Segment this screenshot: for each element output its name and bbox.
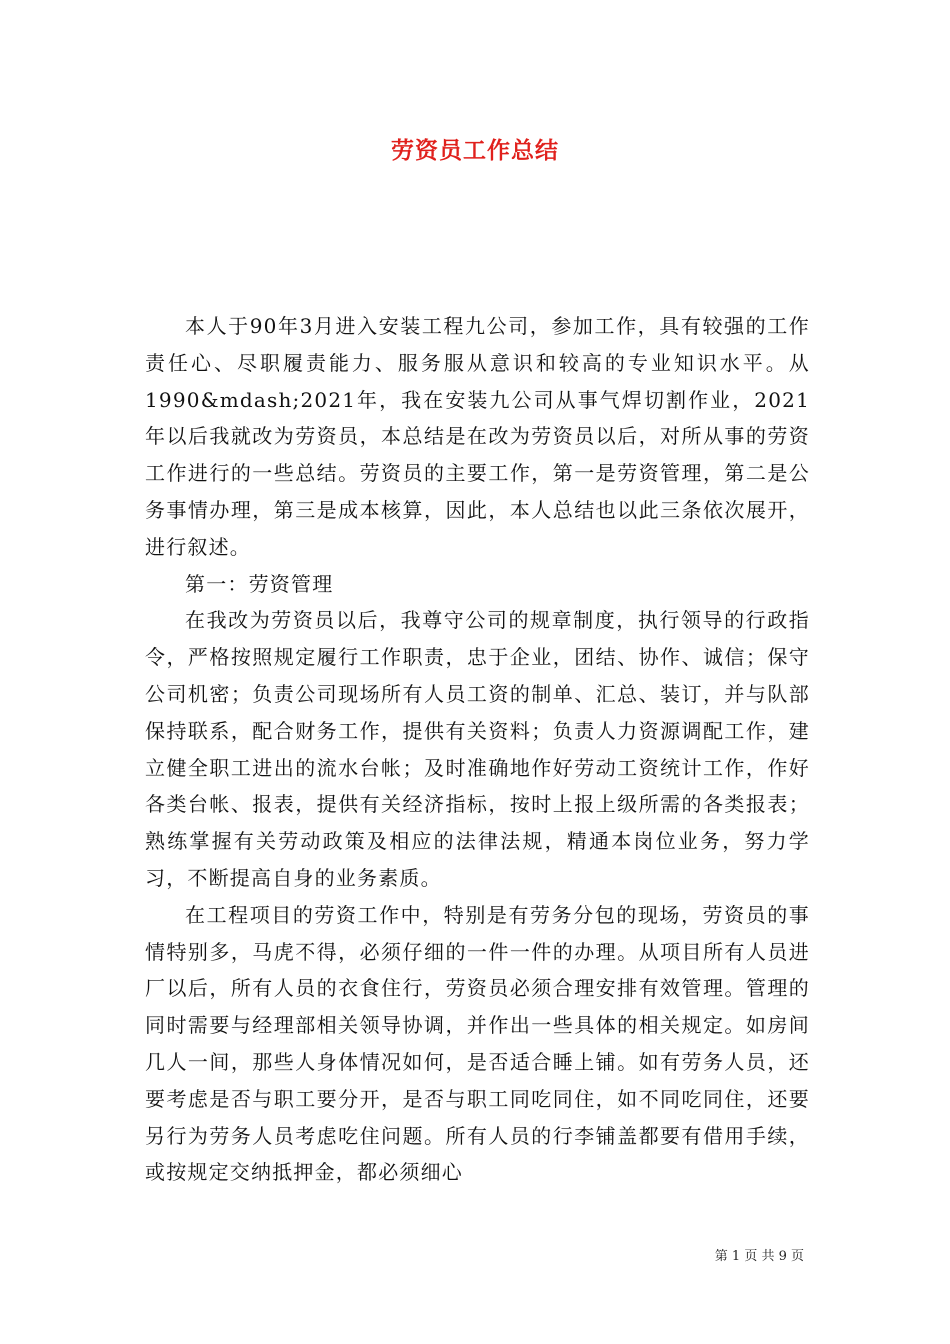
document-title: 劳资员工作总结 (391, 138, 559, 164)
paragraph-intro: 本人于90年3月进入安装工程九公司，参加工作，具有较强的工作责任心、尽职履责能力、服务服从意识和较高的专业知识水平。从1990&mdash;2021年，我在安装九公司从事气焊切割作业，2021年以后我就改为劳资员，本总结是在改为劳资员以后，对所从事的劳资工作进行的一些总结。劳资员的主要工作，第一是劳资管理，第二是公务事情办理，第三是成本核算，因此，本人总结也以此三条依次展开，进行叙述。 (145, 314, 810, 559)
section-heading: 第一：劳资管理 (185, 571, 334, 596)
page-number: 第 1 页 共 9 页 (714, 1249, 804, 1264)
paragraph-duties: 在我改为劳资员以后，我尊守公司的规章制度，执行领导的行政指令，严格按照规定履行工作职责，忠于企业，团结、协作、诚信；保守公司机密；负责公司现场所有人员工资的制单、汇总、装订，并与队部保持联系，配合财务工作，提供有关资料；负责人力资源调配工作，建立健全职工进出的流水台帐；及时准确地作好劳动工资统计工作，作好各类台帐、报表，提供有关经济指标，按时上报上级所需的各类报表；熟练掌握有关劳动政策及相应的法律法规，精通本岗位业务，努力学习，不断提高自身的业务素质。 (145, 608, 810, 890)
document-body (145, 308, 810, 1191)
paragraph-project-work: 在工程项目的劳资工作中，特别是有劳务分包的现场，劳资员的事情特别多，马虎不得，必须仔细的一件一件的办理。从项目所有人员进厂以后，所有人员的衣食住行，劳资员必须合理安排有效管理。管理的同时需要与经理部相关领导协调，并作出一些具体的相关规定。如房间几人一间，那些人身体情况如何，是否适合睡上铺。如有劳务人员，还要考虑是否与职工要分开，是否与职工同吃同住，如不同吃同住，还要另行为劳务人员考虑吃住问题。所有人员的行李铺盖都要有借用手续，或按规定交纳抵押金，都必须细心 (145, 902, 810, 1185)
